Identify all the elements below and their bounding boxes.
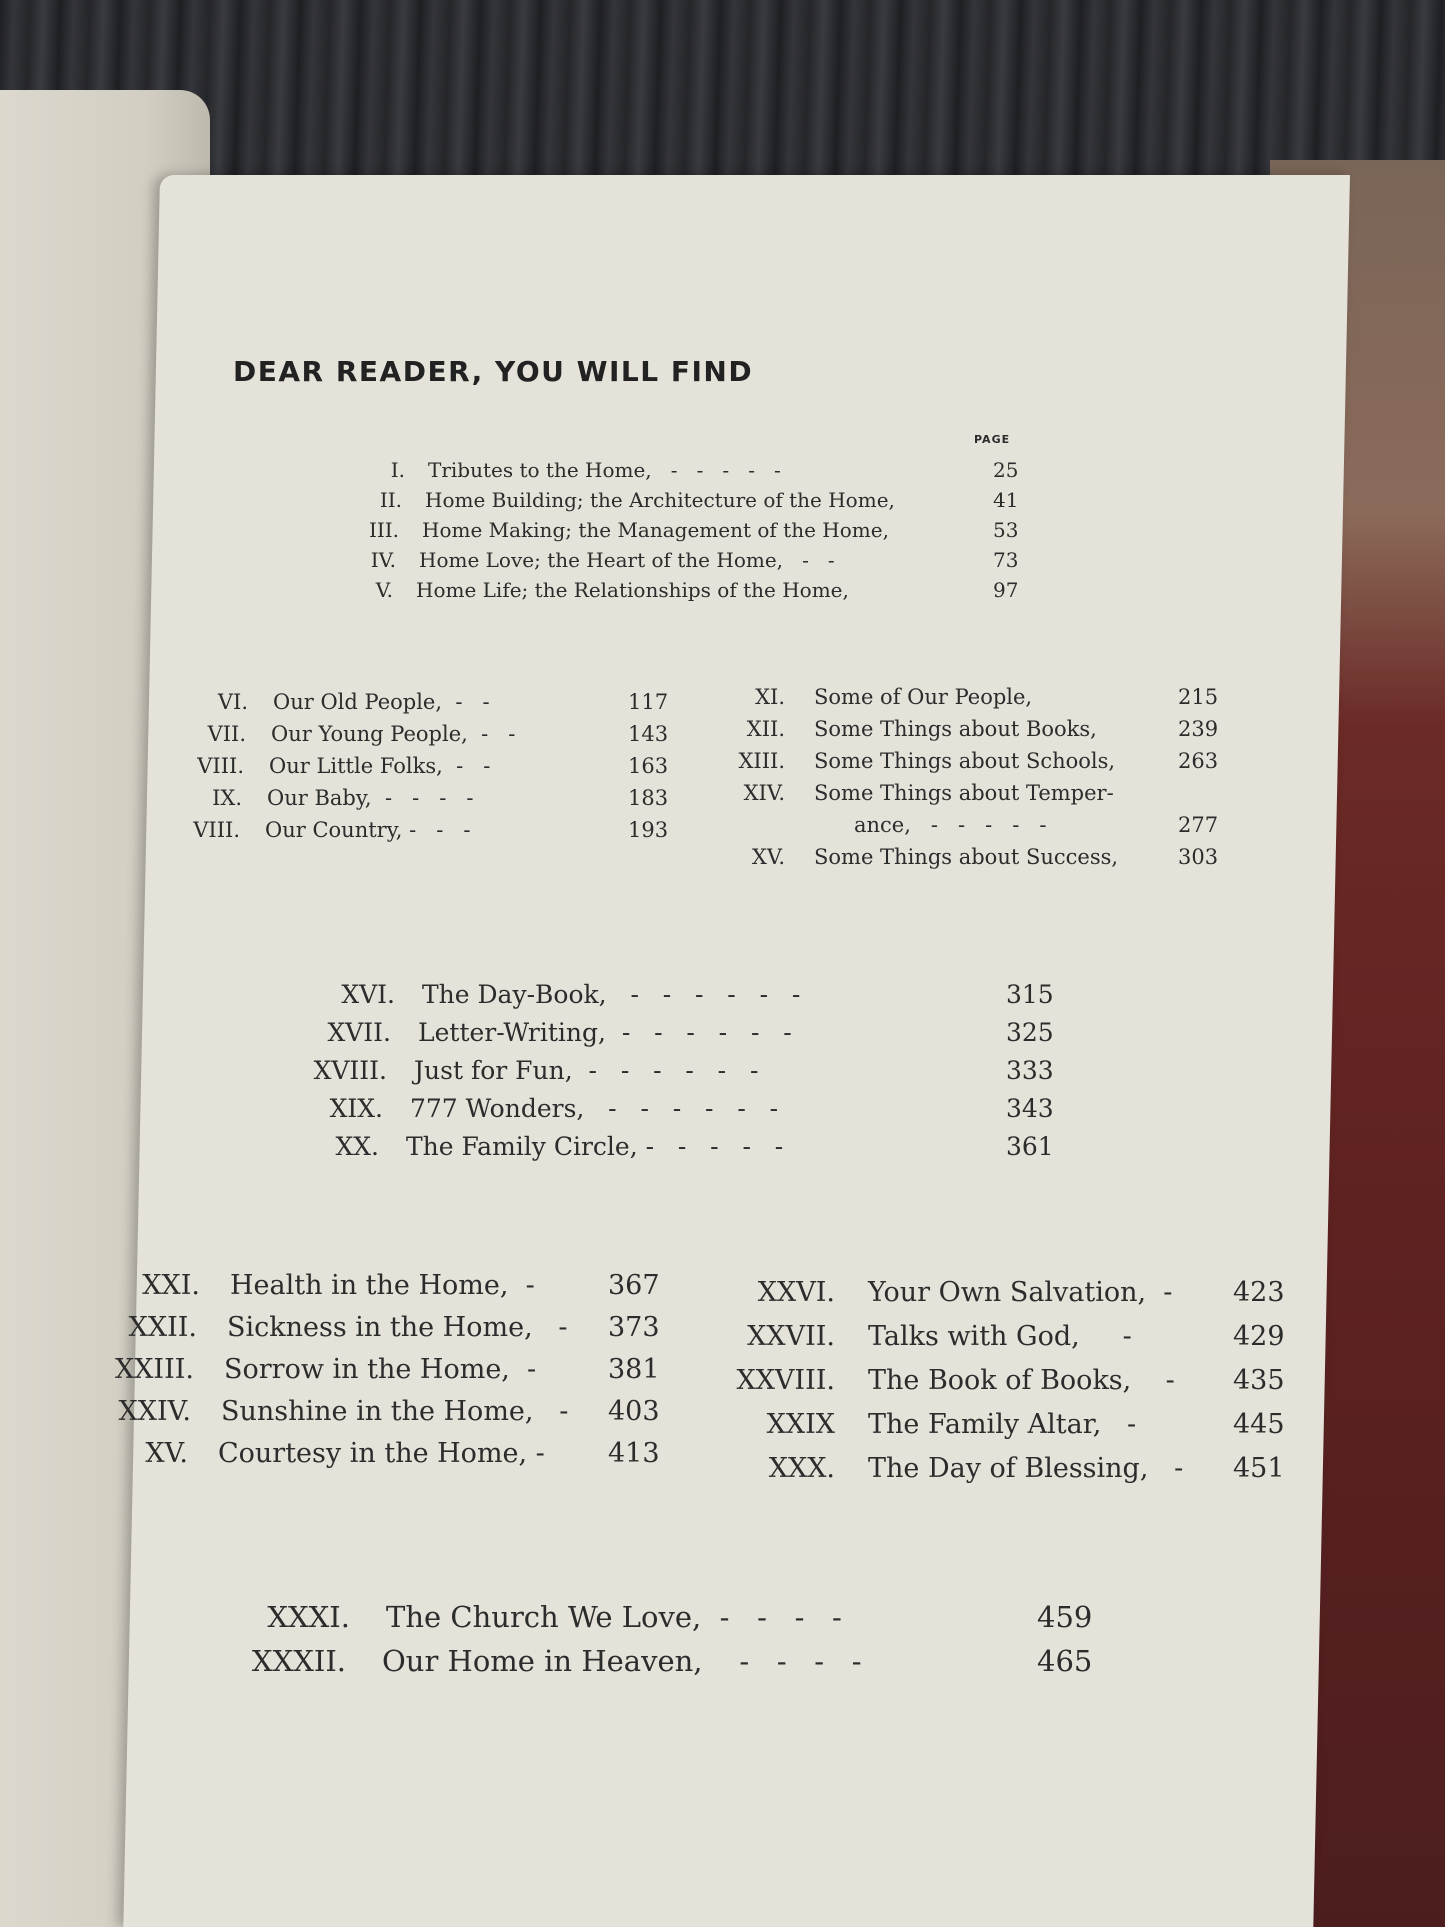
chapter-number: XX. (335, 1132, 379, 1161)
chapter-title: Just for Fun, - - - - - - (414, 1056, 759, 1085)
page-number: 445 (1233, 1409, 1285, 1440)
chapter-title: Sunshine in the Home, - (221, 1396, 569, 1427)
chapter-title: Some Things about Schools, (814, 749, 1116, 773)
page-number: 403 (608, 1396, 660, 1427)
chapter-title: Our Old People, - - (273, 690, 490, 714)
chapter-number: XVII. (327, 1018, 391, 1047)
chapter-title: The Book of Books, - (868, 1365, 1175, 1396)
page-number: 303 (1178, 845, 1219, 869)
chapter-title: Our Home in Heaven, - - - - (382, 1644, 862, 1678)
chapter-number: VII. (207, 722, 246, 746)
chapter-number: XV. (751, 845, 785, 869)
chapter-title: 777 Wonders, - - - - - - (410, 1094, 779, 1123)
chapter-number: XIII. (738, 749, 785, 773)
chapter-title: Sickness in the Home, - (227, 1312, 568, 1343)
page-number: 315 (1006, 980, 1054, 1009)
chapter-number: XXX. (768, 1453, 835, 1484)
page-number: 459 (1037, 1600, 1093, 1634)
page-number: 429 (1233, 1321, 1285, 1352)
chapter-number: IX. (212, 786, 242, 810)
page-number: 41 (993, 488, 1019, 512)
chapter-number: III. (368, 518, 399, 542)
page-number: 53 (993, 518, 1019, 542)
chapter-number: I. (390, 458, 405, 482)
page-number: 215 (1178, 685, 1219, 709)
page-number: 193 (628, 818, 669, 842)
page-number: 73 (993, 548, 1019, 572)
chapter-title: Some Things about Books, (814, 717, 1097, 741)
chapter-title: The Family Altar, - (868, 1409, 1137, 1440)
chapter-number: XIV. (743, 781, 785, 805)
chapter-number: XXIII. (114, 1354, 194, 1385)
page-number: 343 (1006, 1094, 1054, 1123)
chapter-number: VIII. (193, 818, 240, 842)
page-number: 325 (1006, 1018, 1054, 1047)
chapter-number: VI. (217, 690, 248, 714)
chapter-number: II. (379, 488, 402, 512)
chapter-title: Courtesy in the Home, - (218, 1438, 545, 1469)
chapter-title: Our Baby, - - - - (267, 786, 474, 810)
page-number: 239 (1178, 717, 1219, 741)
chapter-title: Our Little Folks, - - (269, 754, 491, 778)
page-number: 183 (628, 786, 669, 810)
chapter-number: XIX. (329, 1094, 383, 1123)
page-number: 25 (993, 458, 1019, 482)
chapter-number: XXXI. (267, 1600, 350, 1634)
chapter-number: IV. (370, 548, 396, 572)
page-number: 435 (1233, 1365, 1285, 1396)
chapter-title: Health in the Home, - (230, 1270, 535, 1301)
chapter-title: Talks with God, - (868, 1321, 1132, 1352)
chapter-number: XI. (755, 685, 785, 709)
chapter-title: Our Country, - - - (265, 818, 471, 842)
chapter-title: Some Things about Temper- (814, 781, 1114, 805)
page-number: 277 (1178, 813, 1219, 837)
chapter-number: XV. (145, 1438, 188, 1469)
page-number: 423 (1233, 1277, 1285, 1308)
chapter-number: XXXII. (251, 1644, 346, 1678)
chapter-number: XXI. (142, 1270, 200, 1301)
chapter-number: XXIV. (118, 1396, 191, 1427)
page-column-label: PAGE (974, 433, 1011, 446)
chapter-number: XVI. (341, 980, 395, 1009)
chapter-number: XXVI. (757, 1277, 835, 1308)
chapter-title: Your Own Salvation, - (868, 1277, 1173, 1308)
chapter-number: XXVII. (747, 1321, 835, 1352)
page-number: 117 (628, 690, 669, 714)
chapter-number: XXII. (128, 1312, 197, 1343)
chapter-title: Home Life; the Relationships of the Home, (416, 578, 849, 602)
chapter-title: Some of Our People, (814, 685, 1033, 709)
chapter-title: The Day-Book, - - - - - - (422, 980, 801, 1009)
chapter-title: Letter-Writing, - - - - - - (418, 1018, 792, 1047)
chapter-title: ance, - - - - - (854, 813, 1047, 837)
chapter-number: XII. (746, 717, 785, 741)
chapter-title: The Family Circle, - - - - - (406, 1132, 784, 1161)
chapter-title: Some Things about Success, (814, 845, 1119, 869)
chapter-title: Home Building; the Architecture of the Home, (425, 488, 895, 512)
page-number: 413 (608, 1438, 660, 1469)
chapter-title: Home Making; the Management of the Home, (422, 518, 889, 542)
chapter-number: XVIII. (313, 1056, 387, 1085)
chapter-number: XXIX (766, 1409, 835, 1440)
page-number: 263 (1178, 749, 1219, 773)
page-number: 367 (608, 1270, 660, 1301)
page-number: 333 (1006, 1056, 1054, 1085)
page-number: 465 (1037, 1644, 1093, 1678)
chapter-number: XXVIII. (736, 1365, 835, 1396)
page-number: 451 (1233, 1453, 1285, 1484)
page-heading: DEAR READER, YOU WILL FIND (233, 355, 754, 388)
page-number: 97 (993, 578, 1019, 602)
chapter-title: Tributes to the Home, - - - - - (428, 458, 781, 482)
page-number: 143 (628, 722, 669, 746)
page-number: 163 (628, 754, 669, 778)
chapter-number: VIII. (197, 754, 244, 778)
chapter-title: Home Love; the Heart of the Home, - - (419, 548, 835, 572)
page-number: 381 (608, 1354, 660, 1385)
chapter-title: The Day of Blessing, - (868, 1453, 1184, 1484)
chapter-title: Our Young People, - - (271, 722, 516, 746)
chapter-title: Sorrow in the Home, - (224, 1354, 537, 1385)
chapter-title: The Church We Love, - - - - (386, 1600, 842, 1634)
page-number: 373 (608, 1312, 660, 1343)
chapter-number: V. (375, 578, 393, 602)
page-number: 361 (1006, 1132, 1054, 1161)
